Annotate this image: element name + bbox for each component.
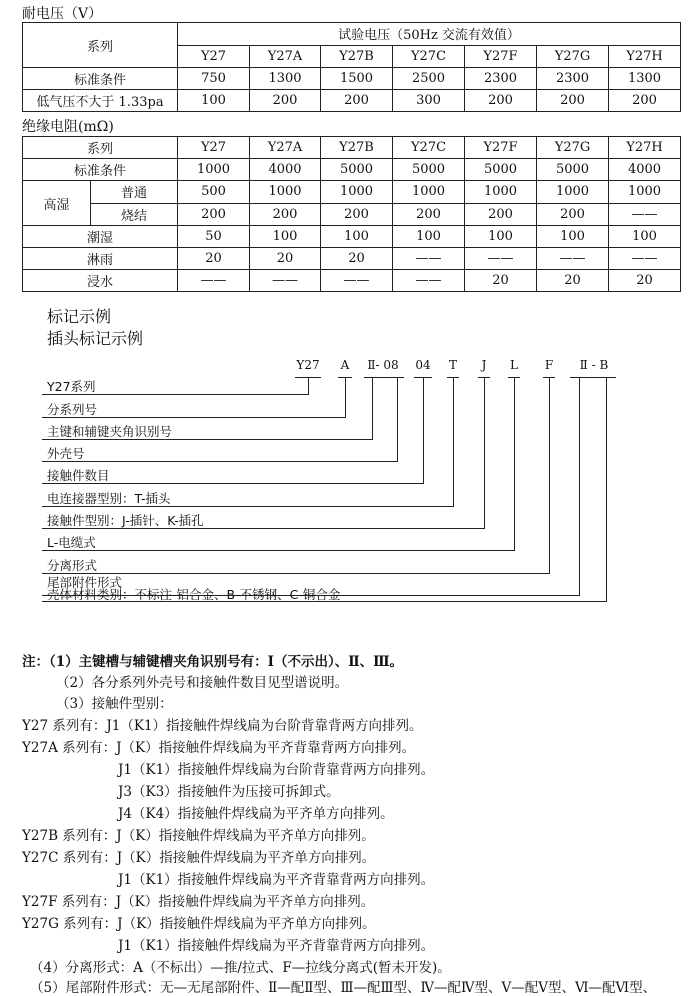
table-cell: 2300 xyxy=(537,68,609,90)
table-cell: 1000 xyxy=(250,181,321,204)
voltage-model-header: Y27H xyxy=(609,45,681,68)
insulation-table xyxy=(22,136,681,292)
note-1: 注：（1）主键槽与辅键槽夹角识别号有：Ⅰ（不示出）、Ⅱ、Ⅲ。 xyxy=(22,654,404,670)
insulation-model-header: Y27A xyxy=(250,137,321,159)
row-label: 低气压不大于 1.33pa xyxy=(23,90,178,112)
leader-vertical xyxy=(423,377,424,483)
insulation-model-header: Y27H xyxy=(609,137,681,159)
table-cell: —— xyxy=(178,270,250,292)
voltage-model-header: Y27F xyxy=(465,45,537,68)
table-cell: 300 xyxy=(393,90,465,112)
table-row xyxy=(23,270,681,292)
table-cell: 200 xyxy=(537,90,609,112)
table-cell: 20 xyxy=(609,270,681,292)
table-cell: 1000 xyxy=(178,159,250,181)
table-cell: 100 xyxy=(178,90,250,112)
row-label: 普通 xyxy=(91,181,178,204)
voltage-model-header: Y27G xyxy=(537,45,609,68)
note-y27: Y27 系列有：J1（K1）指接触件焊线扁为台阶背靠背两方向排列。 xyxy=(22,718,423,734)
table-cell: 200 xyxy=(178,203,250,226)
code-part-contact-type: J xyxy=(481,358,487,372)
table-row xyxy=(23,90,681,112)
row-label: 潮湿 xyxy=(23,226,178,248)
leader-vertical xyxy=(579,377,580,595)
table-cell: 20 xyxy=(465,270,537,292)
table-cell: 5000 xyxy=(537,159,609,181)
note-y27a-j1: J1（K1）指接触件焊线扁为台阶背靠背两方向排列。 xyxy=(118,762,435,778)
note-4: （4）分离形式：A（不标出）—推/拉式、F—拉线分离式(暂未开发)。 xyxy=(30,960,451,976)
note-y27a-j4: J4（K4）指接触件焊线扁为平齐单方向排列。 xyxy=(118,806,394,822)
table-cell: —— xyxy=(393,270,465,292)
leader-vertical xyxy=(372,377,373,439)
voltage-series-header: 系列 xyxy=(23,23,178,68)
code-part-type: T xyxy=(448,358,458,372)
row-label: 标准条件 xyxy=(23,68,178,90)
label-tail-accessory: 尾部附件形式 xyxy=(47,575,123,590)
table-cell: —— xyxy=(609,203,681,226)
table-cell: 2300 xyxy=(465,68,537,90)
table-row xyxy=(23,248,681,270)
table-cell: 20 xyxy=(250,248,321,270)
label-subseries: 分系列号 xyxy=(47,402,98,417)
table-cell: 4000 xyxy=(609,159,681,181)
code-part-contacts: 04 xyxy=(415,358,431,372)
table-cell: 100 xyxy=(321,226,393,248)
voltage-model-header: Y27 xyxy=(178,45,250,68)
table-cell: 200 xyxy=(537,203,609,226)
table-cell: 5000 xyxy=(321,159,393,181)
table-cell: 1000 xyxy=(465,181,537,204)
table-cell: 100 xyxy=(250,226,321,248)
table-cell: 200 xyxy=(321,90,393,112)
table-cell: 750 xyxy=(178,68,250,90)
leader-vertical xyxy=(606,377,607,601)
table-cell: 100 xyxy=(609,226,681,248)
table-cell: 100 xyxy=(537,226,609,248)
table-row xyxy=(23,181,681,204)
code-part-tail-material: Ⅱ - B xyxy=(579,358,609,372)
table-cell: —— xyxy=(609,248,681,270)
voltage-model-header: Y27C xyxy=(393,45,465,68)
insulation-model-header: Y27C xyxy=(393,137,465,159)
voltage-section-title: 耐电压（V） xyxy=(22,6,103,22)
label-shell-material: 壳体材料类别：不标注-铝合金、B-不锈钢、C-铜合金 xyxy=(47,587,341,602)
table-row xyxy=(23,68,681,90)
code-part-subseries: A xyxy=(340,358,350,372)
table-cell: 1300 xyxy=(250,68,321,90)
table-cell: 200 xyxy=(321,203,393,226)
table-cell: —— xyxy=(537,248,609,270)
table-cell: —— xyxy=(250,270,321,292)
table-cell: 1300 xyxy=(609,68,681,90)
label-contact-count: 接触件数目 xyxy=(47,468,110,483)
note-y27c-j1: J1（K1）指接触件焊线扁为平齐背靠背两方向排列。 xyxy=(118,872,435,888)
insulation-model-header: Y27F xyxy=(465,137,537,159)
table-cell: 100 xyxy=(465,226,537,248)
table-cell: 200 xyxy=(250,90,321,112)
row-label: 浸水 xyxy=(23,270,178,292)
code-part-series: Y27 xyxy=(296,358,320,372)
label-shell: 外壳号 xyxy=(47,446,85,461)
table-row xyxy=(23,226,681,248)
leader-horizontal xyxy=(42,550,515,551)
insulation-section-title: 绝缘电阻(mΩ) xyxy=(22,119,114,135)
table-cell: 200 xyxy=(393,203,465,226)
note-2: （2）各分系列外壳号和接触件数目见型谱说明。 xyxy=(56,675,349,691)
marking-title: 标记示例 xyxy=(47,307,112,326)
table-cell: 4000 xyxy=(250,159,321,181)
label-key-angle: 主键和辅键夹角识别号 xyxy=(47,424,173,439)
table-cell: 1000 xyxy=(393,181,465,204)
insulation-model-header: Y27B xyxy=(321,137,393,159)
note-3: （3）接触件型别： xyxy=(56,696,173,712)
row-label: 标准条件 xyxy=(23,159,178,181)
row-label: 烧结 xyxy=(91,203,178,226)
note-y27g: Y27G 系列有：J（K）指接触件焊线扁为平齐单方向排列。 xyxy=(22,916,376,932)
note-y27a: Y27A 系列有：J（K）指接触件焊线扁为平齐背靠背两方向排列。 xyxy=(22,740,416,756)
table-cell: 200 xyxy=(465,203,537,226)
table-cell: 200 xyxy=(250,203,321,226)
insulation-model-header: Y27G xyxy=(537,137,609,159)
code-underline xyxy=(364,377,404,378)
plug-marking-title: 插头标记示例 xyxy=(47,329,144,348)
table-cell: 20 xyxy=(537,270,609,292)
voltage-test-header: 试验电压（50Hz 交流有效值） xyxy=(178,23,681,46)
leader-vertical xyxy=(549,377,550,573)
note-y27a-j3: J3（K3）指接触件为压接可拆卸式。 xyxy=(118,784,340,800)
code-part-key-shell: Ⅱ- 08 xyxy=(367,358,399,372)
table-cell: 5000 xyxy=(393,159,465,181)
insulation-model-header: Y27 xyxy=(178,137,250,159)
table-cell: 1500 xyxy=(321,68,393,90)
note-y27b: Y27B 系列有：J（K）指接触件焊线扁为平齐单方向排列。 xyxy=(22,828,375,844)
table-cell: 50 xyxy=(178,226,250,248)
label-connector-type: 电连接器型别：T-插头 xyxy=(47,491,171,506)
leader-vertical xyxy=(308,377,309,394)
table-cell: 100 xyxy=(393,226,465,248)
note-y27c: Y27C 系列有：J（K）指接触件焊线扁为平齐单方向排列。 xyxy=(22,850,376,866)
note-5: （5）尾部附件形式：无—无尾部附件、Ⅱ—配Ⅱ型、Ⅲ—配Ⅲ型、Ⅳ—配Ⅳ型、Ⅴ—配Ⅴ型、Ⅵ—配Ⅵ型、 xyxy=(30,980,657,996)
leader-vertical xyxy=(453,377,454,506)
code-underline xyxy=(570,377,616,378)
table-cell: 1000 xyxy=(537,181,609,204)
leader-vertical xyxy=(514,377,515,550)
label-cable: L-电缆式 xyxy=(47,535,96,550)
high-humidity-label: 高湿 xyxy=(23,181,91,226)
row-label: 淋雨 xyxy=(23,248,178,270)
insulation-series-header: 系列 xyxy=(23,137,178,159)
leader-vertical xyxy=(484,377,485,528)
leader-horizontal xyxy=(42,461,398,462)
table-row xyxy=(23,159,681,181)
table-cell: 200 xyxy=(609,90,681,112)
note-y27g-j1: J1（K1）指接触件焊线扁为平齐背靠背两方向排列。 xyxy=(118,938,435,954)
leader-vertical xyxy=(397,377,398,461)
table-cell: 1000 xyxy=(321,181,393,204)
label-contact-type: 接触件型别：J-插针、K-插孔 xyxy=(47,513,204,528)
note-y27f: Y27F 系列有：J（K）指接触件焊线扁为平齐单方向排列。 xyxy=(22,894,375,910)
voltage-table xyxy=(22,22,681,112)
label-series: Y27系列 xyxy=(47,379,96,394)
table-cell: —— xyxy=(465,248,537,270)
table-cell: 5000 xyxy=(465,159,537,181)
voltage-model-header: Y27A xyxy=(250,45,321,68)
table-cell: 20 xyxy=(178,248,250,270)
label-separation: 分离形式 xyxy=(47,558,98,573)
leader-vertical xyxy=(345,377,346,417)
table-cell: 1000 xyxy=(609,181,681,204)
table-cell: —— xyxy=(321,270,393,292)
table-cell: 20 xyxy=(321,248,393,270)
voltage-model-header: Y27B xyxy=(321,45,393,68)
table-cell: —— xyxy=(393,248,465,270)
table-cell: 500 xyxy=(178,181,250,204)
table-cell: 2500 xyxy=(393,68,465,90)
table-row xyxy=(23,203,681,226)
code-part-separation: F xyxy=(544,358,554,372)
code-part-cable: L xyxy=(510,358,518,372)
table-cell: 200 xyxy=(465,90,537,112)
